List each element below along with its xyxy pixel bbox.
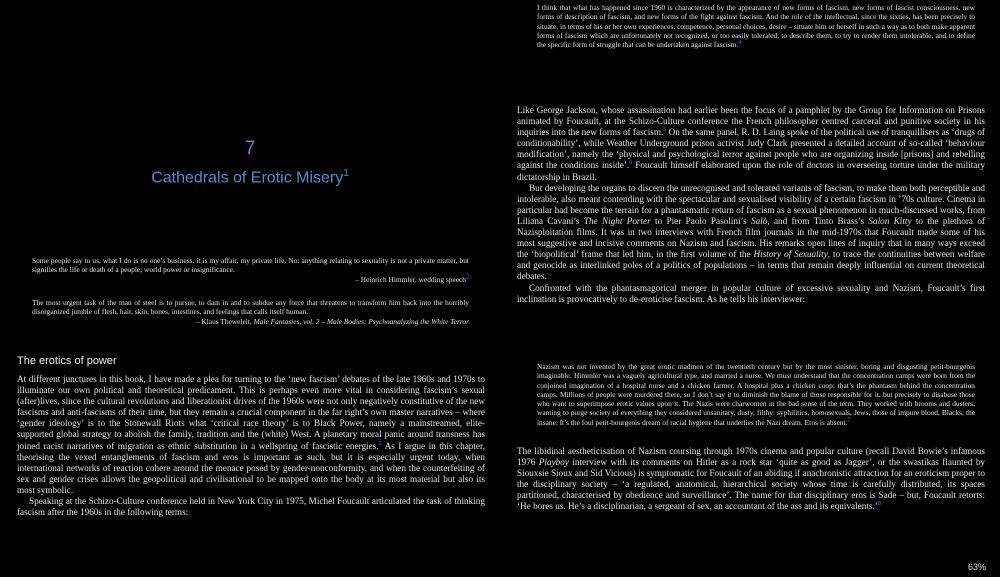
paragraph: At different junctures in this book, I have made a plea for turning to the ‘new fascism’ debates of the late 1960s and 1970s to illuminate our own political and theoretical predicament. This is perhaps even more vital in considering fascism’s sexual (after)lives, since the cultural revolutions and liberationist drives of the 1960s were not only negatively constitutive of the new fascisms and anti-fascisms of their time, but they remain a crucial component in the far right’s own master narratives – where ‘gender ideology’ is to the Stonewall Riots what ‘critical race theory’ is to Black Power, namely a mainstreamed, elite-supported global strategy to abolish the family, tradition and the (white) West. A planetary moral panic around transness has joined racist narratives of migration as ethnic substitution in a wellspring of fascistic energies.$^3$ As I argue in this chapter, theorising the vexed entanglements of fascism and eros is important as such, but it is especially urgent today, when international networks of reaction cohere around the menace posed by gender-nonconformity, and when the counterfeiting of sex and gender crises allows the geopolitical and civilisational to be mapped onto the body at its most material but also its most symbolic. [17,374,485,495]
epigraph-himmler [32,256,469,284]
footnote-ref-4[interactable]: 4 [738,39,742,46]
epigraph-text: Some people say to us, what I do is no one’s business, it is my affair, my private life. No: anything relating to sexuality is not a private matter, but signifies the life or death of a people; world power or insignificance. [32,256,469,275]
footnote-ref-6[interactable]: 6 [629,160,633,167]
paragraph: But developing the organs to discern the unrecognised and tolerated variants of fascism, to make them both perceptible and intolerable, also meant contending with the spectacular and sexualised visibility of a certain fascism in ’70s culture. Cinema in particular had become the terrain for a phantasmatic return of fascism as a sexual phenomenon in much-discussed works, from Liliana Cavani’s The Night Porter to Pier Paolo Pasolini’s Salò, and from Tinto Brass’s Salon Kitty to the plethora of Nazisploitation films. It was in two interviews with French film journals in the mid-1970s that Foucault made some of his most suggestive and incisive comments on Nazism and fascism. His remarks open lines of inquiry that in many ways exceed the ‘biopolitical’ frame that led him, in the first volume of the History of Sexuality, to trace the continuities between welfare and genocide as interlinked poles of a politics of populations – in terms that remain deeply influential on current theoretical debates. [517,182,985,282]
block-quote-foucault: I think that what has happened since 1960 is characterized by the appearance of new forms of fascism, new forms of fascist consciousness, new forms of description of fascism, and new forms of the fight against fascism. And the role of the intellectual, since the sixties, has been precisely to situate, in terms of his or her own experiences, competence, personal choices, desire – situate him or herself in such a way as to both make apparent forms of fascism which are unfortunately not recognized, or too easily tolerated, to describe them, to try to render them intolerable, and to define the specific form of struggle that can be undertaken against fascism.$^4$ [537,3,975,50]
epigraph-work-title: Male Fantasies, vol. 2 – Male Bodies: Psychoanalyzing the White Terror [253,316,469,326]
footnote-ref-2[interactable]: 2 [466,274,469,281]
paragraph: The libidinal aestheticisation of Nazism coursing through 1970s cinema and popular culture (recall David Bowie’s infamous 1976 Playboy interview with its comments on Hitler as a rock star ‘quite as good as Jagger’, or the swastikas flaunted by Siouxsie Sioux and Sid Vicious) is symptomatic for Foucault of an abiding if anachronistic attraction for an eroticism proper to the disciplinary society – ‘a regulated, anatomical, hierarchical society whose time is carefully distributed, its spaces partitioned, characterised by obedience and surveillance’. The name for that disciplinary eros is Sade – but, Foucault retorts: ‘He bores us. He’s a disciplinarian, a sergeant of sex, an accountant of the ass and its equivalents.’$^8$ [517,446,986,512]
chapter-title-text: Cathedrals of Erotic Misery [151,169,344,187]
paragraph: Speaking at the Schizo-Culture conference held in New York City in 1975, Michel Foucault articulated the task of thinking fascism after the 1960s in the following terms: [17,496,485,518]
footnote-ref-8[interactable]: 8 [877,501,881,508]
footnote-ref-1[interactable]: 1 [343,168,349,179]
epigraph-theweleit [32,298,469,326]
left-body-text [17,374,485,518]
reading-progress: 63% [967,562,986,572]
footnote-ref-7[interactable]: 7 [847,417,851,424]
book-title: History of Sexuality [753,249,828,260]
footnote-ref-3[interactable]: 3 [378,440,382,447]
section-heading: The erotics of power [17,355,117,367]
magazine-title: Playboy [538,457,569,468]
block-quote-nazism: Nazism was not invented by the great erotic madmen of the twentieth century but by the most sinister, boring and disgusting petit-bourgeois imaginable. Himmler was a vaguely agricultural type, and married a nurse. We must understand that the concentration camps were born from the conjoined imagination of a hospital nurse and a chicken farmer. A hospital plus a chicken coop: that’s the phantasm behind the concentration camps. Millions of people were murdered there, so I don’t say it to diminish the blame of those responsible for it, but precisely to disabuse those who want to superimpose erotic values upon it. The Nazis were charwomen in the bad sense of the term. They worked with brooms and dusters, wanting to purge society of everything they considered unsanitary, dusty, filthy: syphilitics, homosexuals, Jews, those of impure blood, Blacks, the insane. It’s the foul petit-bourgeois dream of racial hygiene that underlies the Nazi dream. Eros is absent.$^7$ [537,362,975,427]
closing-paragraph [517,446,985,513]
chapter-title [0,168,500,187]
film-title: Salò [750,215,768,226]
paragraph: Like George Jackson, whose assassination had earlier been the focus of a pamphlet by the Group for Information on Prisons animated by Foucault, at the Schizo-Culture conference the French philosopher centred carceral and punitive society in his inquiries into the new forms of fascism.$^5$ On the same panel, R. D. Laing spoke of the political use of tranquillisers as ‘drugs of conditionability’, while Weather Underground prison activist Judy Clark presented a detailed account of so-called ‘behaviour modification’, namely the ‘physical and psychological terror against people who are organizing inside [prisons] and rebelling against the conditions inside’.$^6$ Foucault himself elaborated upon the role of doctors in overseeing torture under the military dictatorship in Brazil. [517,105,985,182]
chapter-number: 7 [244,138,256,159]
paragraph: Confronted with the phantasmagorical merger in popular culture of excessive sexuality and Nazism, Foucault’s first inclination is provocatively to de-eroticise fascism. As he tells his interviewer: [517,282,985,304]
right-body-text [517,105,985,305]
epigraph-attribution: – Heinrich Himmler, wedding speech$^2$ [355,274,469,284]
film-title: Salon Kitty [868,215,912,226]
epigraph-text: The most urgent task of the man of steel is to pursue, to dam in and to subdue any force that threatens to transform him back into the horribly disorganized jumble of flesh, hair, skin, bones, intestines, and feelings that calls itself human. [32,298,469,317]
footnote-ref-5[interactable]: 5 [663,127,667,134]
film-title: The Night Porter [583,215,651,226]
epigraph-attribution: – Klaus Theweleit, Male Fantasies, vol. 2 – Male Bodies: Psychoanalyzing the White Terror [195,316,469,326]
